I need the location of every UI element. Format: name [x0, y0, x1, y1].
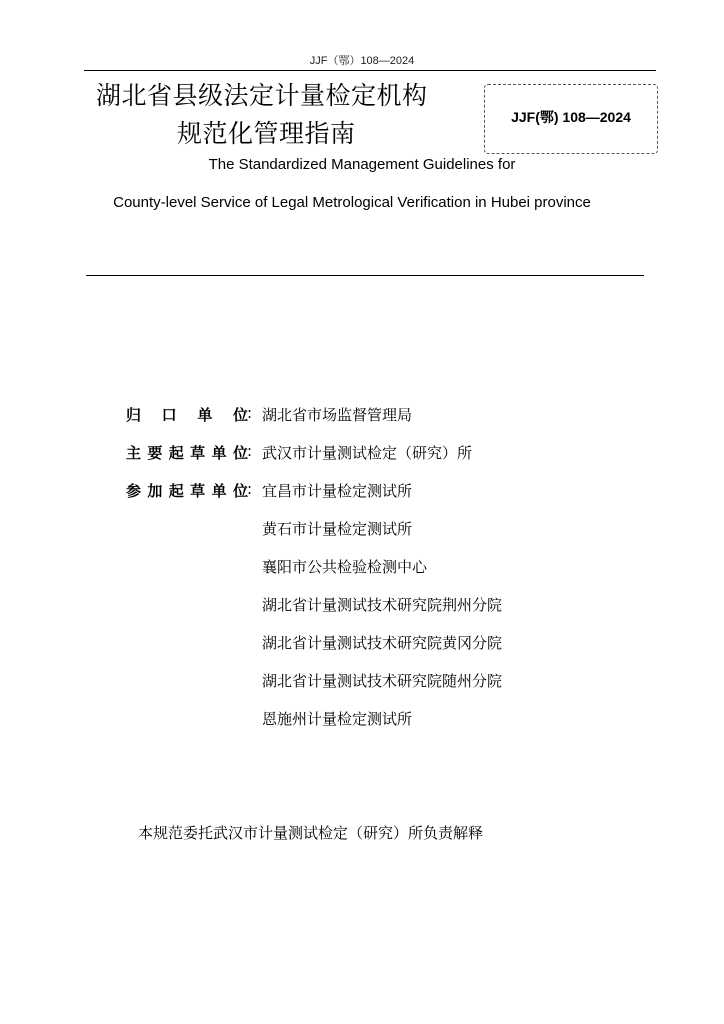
label-char: 位 — [232, 482, 248, 500]
standard-code-box-text: JJF(鄂) 108—2024 — [511, 109, 631, 125]
label-char: 主 — [126, 444, 142, 462]
label-char: 单 — [211, 482, 227, 500]
label-char: 单 — [197, 406, 213, 424]
participant-item: 湖北省计量测试技术研究院黄冈分院 — [262, 634, 503, 652]
document-title-line2: 规范化管理指南 — [177, 119, 356, 148]
standard-code-box — [484, 84, 658, 154]
label-char: 要 — [147, 444, 163, 462]
document-title-line1: 湖北省县级法定计量检定机构 — [96, 81, 428, 110]
participant-item: 湖北省计量测试技术研究院荆州分院 — [262, 596, 503, 614]
main-drafter-value: 武汉市计量测试检定（研究）所 — [262, 444, 473, 462]
label-char: 位 — [232, 406, 248, 424]
label-char: 归 — [126, 406, 142, 424]
label-char: 单 — [211, 444, 227, 462]
label-char: 草 — [190, 444, 206, 462]
title-divider — [86, 275, 644, 276]
label-char: 起 — [168, 482, 184, 500]
participant-item: 湖北省计量测试技术研究院随州分院 — [262, 672, 503, 690]
header-divider — [84, 70, 656, 71]
main-drafter-label — [126, 442, 248, 463]
responsible-unit-label — [126, 404, 248, 425]
participant-item: 襄阳市公共检验检测中心 — [262, 558, 428, 576]
responsible-unit-value: 湖北省市场监督管理局 — [262, 406, 413, 424]
label-colon: : — [247, 404, 253, 422]
label-char: 加 — [147, 482, 163, 500]
label-colon: : — [247, 480, 253, 498]
interpretation-note: 本规范委托武汉市计量测试检定（研究）所负责解释 — [138, 824, 484, 842]
label-char: 位 — [232, 444, 248, 462]
participant-item: 宜昌市计量检定测试所 — [262, 482, 413, 500]
label-char: 草 — [190, 482, 206, 500]
header-standard-code: JJF（鄂）108—2024 — [309, 55, 415, 67]
english-title-line2: County-level Service of Legal Metrological Verification in Hubei province — [113, 194, 591, 211]
label-char: 参 — [126, 482, 142, 500]
participants-label — [126, 480, 248, 501]
participant-item: 黄石市计量检定测试所 — [262, 520, 413, 538]
label-char: 起 — [168, 444, 184, 462]
label-colon: : — [247, 442, 253, 460]
participant-item: 恩施州计量检定测试所 — [262, 710, 413, 728]
label-char: 口 — [161, 406, 177, 424]
english-title-line1: The Standardized Management Guidelines for — [208, 156, 516, 173]
